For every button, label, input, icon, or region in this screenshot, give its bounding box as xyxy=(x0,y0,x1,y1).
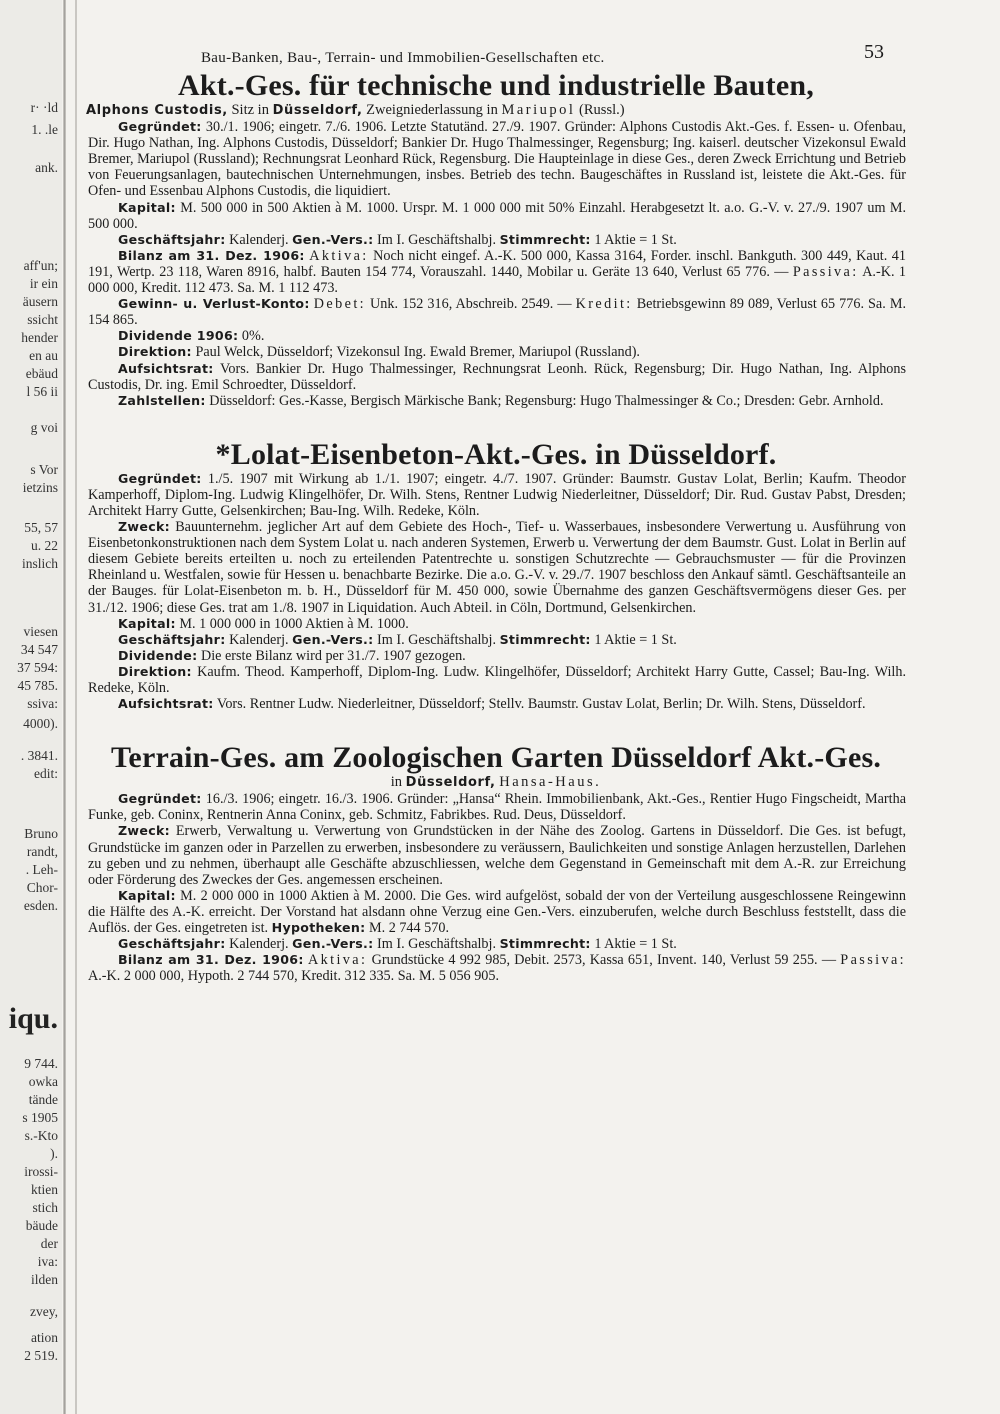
seat-text: in xyxy=(390,774,406,791)
company-entry xyxy=(86,439,906,712)
margin-fragment: hender xyxy=(21,330,58,345)
entry-label: Aufsichtsrat: xyxy=(118,696,214,712)
entry-label: Geschäftsjahr: xyxy=(118,631,226,647)
entry-text: 1 Aktie = 1 St. xyxy=(590,231,677,248)
entry-text: 30./1. 1906; eingetr. 7./6. 1906. Letzte Statutänd. 27./9. 1907. Gründer: Alphons Custodis Akt.-Ges. f. Essen- u. Ofenbau, Dir. Hugo Nathan, Ing. Alphons Custodis, Düsseldorf; Bankier Dr. Hugo Thalmessinger, Regensburg; Ing. kaiserl. deutscher Vizekonsul Ewald Bremer, Mariupol (Russland); Rechnungsrat Leonhard Rück, Regensburg. Die Haupteinlage in diese Ges., deren Zweck Errichtung und Betrieb von Feuerungsanlagen, bautechnischen Unternehmungen, insbes. Betrieb des techn. Baugeschäftes in Russland ist, leistete die Akt.-Ges. für Ofen- und Essenbau Alphons Custodis, die liquidiert. xyxy=(88,119,906,200)
entry-balance xyxy=(86,248,906,296)
entry-supervisory-board xyxy=(86,696,906,712)
entry-profit-loss xyxy=(86,296,906,328)
margin-fragment: . Leh- xyxy=(25,862,58,877)
entry-text: 16./3. 1906; eingetr. 16./3. 1906. Gründer: „Hansa“ Rhein. Immobilienbank, Akt.-Ges., Rentier Hugo Fingscheidt, Martha Funke, geb. Coninx, Rentnerin Anna Coninx, geb. Schmitz, Fabrikbes. Rud. Deus, Düsseldorf. xyxy=(88,791,906,824)
entry-text: Düsseldorf: Ges.-Kasse, Bergisch Märkische Bank; Regensburg: Hugo Thalmessinger & Co.; Dresden: Gebr. Arnhold. xyxy=(205,392,884,409)
entry-text: 1 Aktie = 1 St. xyxy=(590,631,677,648)
entry-text: Kalenderj. xyxy=(225,231,293,248)
entry-purpose xyxy=(86,519,906,616)
entry-label: Aufsichtsrat: xyxy=(118,360,214,376)
margin-fragment: bäude xyxy=(25,1218,58,1233)
margin-fragment: l 56 ii xyxy=(26,384,58,399)
margin-fragment: u. 22 xyxy=(31,538,58,553)
entry-label: Gen.-Vers.: xyxy=(292,631,374,647)
page-gutter xyxy=(63,0,66,1414)
margin-fragment: tände xyxy=(28,1092,58,1107)
entry-text: Im I. Geschäftshalbj. xyxy=(373,631,500,648)
entry-text: Bauunternehm. jeglicher Art auf dem Gebiete des Hoch-, Tief- u. Wasserbaues, insbesondere Verwertung u. Ausführung von Eisenbetonkonstruktionen nach dem System Lolat u. nach anderen Systemen, Erwerb u. Verwertung der dem Baumstr. Gust. Lolat in Berlin auf diesem Gebiete bereits erteilten u. noch zu erteilenden Patentrechte u. sonstigen Schutzrechte — Gebrauchsmuster — für die Provinzen Rheinland u. Westfalen, sowie für Hessen u. benachbarte Bezirke. Die a.o. G.-V. v. 29./7. 1907 beschloss den Ankauf sämtl. Geschäftsanteile an der Bauges. für Lolat-Eisenbeton m. b. H., Düsseldorf für M. 450 000, sowie Übernahme des ganzen Geschäftsvermögens dieser Ges. per 31./12. 1906; diese Ges. trat am 1./8. 1907 in Liquidation. Auch Abteil. in Cöln, Dortmund, Gelsenkirchen. xyxy=(88,519,906,616)
running-head xyxy=(86,40,906,70)
margin-fragment: 34 547 xyxy=(20,642,58,657)
margin-fragment: ktien xyxy=(31,1182,58,1197)
entry-text: Noch nicht eingef. A.-K. 500 000, Kassa 3164, Forder. inschl. Bankguth. 300 449, Kaut. 41 191, Wertp. 23 118, Waren 8916, halbf. Bauten 154 774, Vorauszahl. 1440, Mobilar u. Geräte 13 640, Verlust 65 776. — xyxy=(88,247,906,280)
margin-fragment: ). xyxy=(50,1146,58,1161)
entry-management xyxy=(86,664,906,696)
entry-text: Erwerb, Verwaltung u. Verwertung von Grundstücken in der Nähe des Zoolog. Gartens in Düsseldorf. Die Ges. ist befugt, Grundstücke im ganzen oder in Parzellen zu erwerben, insbesondere zu veräussern, Baulichkeiten und sonstige Anlagen herzustellen, Darlehen zu geben und zu nehmen, überhaupt alle Geschäfte abzuschliessen, welche dem Gegenstand in Gemeinschaft mit dem A.-R. zur Erreichung oder Förderung des Zweckes der Ges. angemessen erscheinen. xyxy=(88,823,906,888)
margin-fragment: ank. xyxy=(35,160,58,175)
margin-fragment: randt, xyxy=(26,844,58,859)
margin-fragment: ebäud xyxy=(25,366,58,381)
entry-dividend xyxy=(86,648,906,664)
entry-label: Gegründet: xyxy=(118,119,202,135)
entry-business-year xyxy=(86,936,906,952)
branch-suffix: (Russl.) xyxy=(575,102,625,118)
margin-fragment: s.-Kto xyxy=(24,1128,58,1143)
entry-text: Betriebsgewinn 89 089, Verlust 65 776. Sa. M. 154 865. xyxy=(88,296,906,329)
margin-fragment: owka xyxy=(28,1074,58,1089)
company-title: Akt.-Ges. für technische und industrielle Bauten, xyxy=(178,69,814,102)
margin-fragment: viesen xyxy=(23,624,58,639)
margin-fragment: stich xyxy=(32,1200,58,1215)
entry-label: Geschäftsjahr: xyxy=(118,936,226,952)
margin-fragment: irossi- xyxy=(24,1164,58,1179)
margin-fragment: s Vor xyxy=(30,462,58,477)
entry-spaced-label: Aktiva: xyxy=(307,952,368,969)
entry-spaced-label: Passiva: xyxy=(792,263,859,280)
entry-text: Kaufm. Theod. Kamperhoff, Diplom-Ing. Ludw. Klingelhöfer, Düsseldorf; Architekt Harry Gutte, Cassel; Bau-Ing. Wilh. Redeke, Köln. xyxy=(88,663,906,696)
entry-label: Gegründet: xyxy=(118,470,202,486)
company-title: *Lolat-Eisenbeton-Akt.-Ges. in Düsseldorf. xyxy=(215,437,777,471)
branch-text: Zweigniederlassung in xyxy=(362,102,502,118)
margin-fragment: ssicht xyxy=(27,312,58,327)
company-title: Terrain-Ges. am Zoologischen Garten Düsseldorf Akt.-Ges. xyxy=(110,741,882,775)
margin-fragment: 2 519. xyxy=(24,1348,58,1363)
entry-label: Gen.-Vers.: xyxy=(292,936,374,952)
margin-fragment: esden. xyxy=(23,898,58,913)
entry-founded xyxy=(86,791,906,823)
entry-founded xyxy=(86,471,906,519)
entry-label: Kapital: xyxy=(118,887,176,903)
margin-fragment: aff'un; xyxy=(23,258,58,273)
entry-text: Im I. Geschäftshalbj. xyxy=(373,231,500,248)
entry-label: Bilanz am 31. Dez. 1906: xyxy=(118,247,305,263)
margin-fragment: ation xyxy=(31,1330,58,1345)
entry-supervisory-board xyxy=(86,361,906,393)
entry-paying-agents xyxy=(86,393,906,409)
entry-capital xyxy=(86,616,906,632)
margin-fragment: . 3841. xyxy=(20,748,58,763)
entry-label: Direktion: xyxy=(118,663,192,679)
margin-fragment: 1. .le xyxy=(31,122,58,137)
document-page xyxy=(86,40,906,998)
page-number: 53 xyxy=(864,41,884,63)
entry-balance xyxy=(86,952,906,984)
margin-fragment: 45 785. xyxy=(17,678,58,693)
margin-fragment: äusern xyxy=(22,294,58,309)
margin-fragment: inslich xyxy=(22,556,58,571)
entry-text: Vors. Rentner Ludw. Niederleitner, Düsseldorf; Stellv. Baumstr. Gustav Lolat, Berlin; Dr. Wilh. Stens, Düsseldorf. xyxy=(213,696,866,713)
entry-text: 1 Aktie = 1 St. xyxy=(590,936,677,953)
margin-fragment: Chor- xyxy=(26,880,58,895)
entry-label: Geschäftsjahr: xyxy=(118,231,226,247)
entry-text: Im I. Geschäftshalbj. xyxy=(373,936,500,953)
page-gutter-shadow xyxy=(75,0,77,1414)
company-subtitle xyxy=(86,774,906,791)
margin-fragment: iva: xyxy=(37,1254,58,1269)
entry-business-year xyxy=(86,632,906,648)
company-founder-name: Alphons Custodis, xyxy=(86,103,228,118)
entry-text: A.-K. 1 000 000, Kredit. 112 473. Sa. M. 1 112 473. xyxy=(88,263,906,297)
margin-fragment: s 1905 xyxy=(22,1110,58,1125)
entry-label: Kapital: xyxy=(118,615,176,631)
margin-fragment: en au xyxy=(29,348,58,363)
entry-label: Gen.-Vers.: xyxy=(292,231,374,247)
margin-fragment: ilden xyxy=(31,1272,58,1287)
company-city: Düsseldorf, xyxy=(272,103,363,118)
margin-fragment: 4000). xyxy=(23,716,58,731)
entry-spaced-label: Debet: xyxy=(313,296,366,313)
entry-label: Kapital: xyxy=(118,199,176,215)
entry-label: Gegründet: xyxy=(118,791,202,807)
entry-text: M. 1 000 000 in 1000 Aktien à M. 1000. xyxy=(175,615,409,632)
margin-fragment: 37 594: xyxy=(17,660,58,675)
entry-text: A.-K. 2 000 000, Hypoth. 2 744 570, Kredit. 312 335. Sa. M. 5 056 905. xyxy=(88,968,500,985)
company-address: Hansa-Haus. xyxy=(499,774,602,791)
entry-founded xyxy=(86,119,906,199)
margin-fragment: r· ·ld xyxy=(30,100,58,115)
entry-label: Dividende: xyxy=(118,647,198,663)
entry-text: M. 2 000 000 in 1000 Aktien à M. 2000. Die Ges. wird aufgelöst, sobald der von der Verteilung ausgeschlossene Reingewinn die Hälfte des A.-K. erreicht. Der Vorstand hat alsdann ohne Verzug eine Gen.-Vers. einzuberufen, welche durch Beschluss feststellt, dass die Auflös. der Ges. eingetreten ist. xyxy=(88,887,906,937)
running-head-title: Bau-Banken, Bau-, Terrain- und Immobilien-Gesellschaften etc. xyxy=(201,50,605,66)
company-city: Düsseldorf, xyxy=(405,775,496,791)
margin-fragment: g voi xyxy=(30,420,58,435)
adjacent-page-margin xyxy=(0,0,62,1414)
seat-text: Sitz in xyxy=(227,102,273,118)
margin-fragment: edit: xyxy=(34,766,58,781)
company-entry xyxy=(86,70,906,409)
entry-spaced-label: Passiva: xyxy=(840,952,906,969)
entry-spaced-label: Kredit: xyxy=(575,296,633,313)
entry-label: Direktion: xyxy=(118,344,192,360)
entry-label: Dividende 1906: xyxy=(118,328,239,344)
entry-label: Stimmrecht: xyxy=(499,936,591,952)
entry-label: Bilanz am 31. Dez. 1906: xyxy=(118,952,304,968)
company-subtitle xyxy=(86,102,906,119)
entry-text: Die erste Bilanz wird per 31./7. 1907 gezogen. xyxy=(197,647,466,664)
entry-text: M. 2 744 570. xyxy=(365,920,449,937)
margin-fragment: iqu. xyxy=(8,1002,58,1035)
entry-text: Unk. 152 316, Abschreib. 2549. — xyxy=(366,296,576,313)
entry-label: Gewinn- u. Verlust-Konto: xyxy=(118,296,310,312)
entry-label: Stimmrecht: xyxy=(499,631,591,647)
entry-text: 0%. xyxy=(238,328,265,345)
entry-label: Stimmrecht: xyxy=(499,231,591,247)
entry-dividend xyxy=(86,328,906,344)
entry-label: Zweck: xyxy=(118,519,170,535)
entry-text: M. 500 000 in 500 Aktien à M. 1000. Urspr. M. 1 000 000 mit 50% Einzahl. Herabgesetzt lt. a.o. G.-V. v. 27./9. 1907 um M. 500 000. xyxy=(88,199,906,232)
margin-fragment: ietzins xyxy=(22,480,58,495)
margin-fragment: 55, 57 xyxy=(24,520,58,535)
company-entry xyxy=(86,742,906,984)
entry-text: Kalenderj. xyxy=(225,631,293,648)
entry-label: Zweck: xyxy=(118,823,170,839)
entry-label: Zahlstellen: xyxy=(118,392,206,408)
margin-fragment: ir ein xyxy=(29,276,58,291)
margin-fragment: ssiva: xyxy=(27,696,58,711)
entry-spaced-label: Aktiva: xyxy=(309,247,369,264)
entry-management xyxy=(86,344,906,360)
entry-capital xyxy=(86,888,906,936)
margin-fragment: zvey, xyxy=(30,1304,58,1319)
entry-text: Grundstücke 4 992 985, Debit. 2573, Kassa 651, Invent. 140, Verlust 59 255. — xyxy=(367,952,841,969)
entry-purpose xyxy=(86,823,906,887)
entry-text: 1./5. 1907 mit Wirkung ab 1./1. 1907; eingetr. 4./7. 1907. Gründer: Baumstr. Gustav Lolat, Berlin; Kaufm. Theodor Kamperhoff, Diplom-Ing. Ludwig Klingelhöfer, Dr. Wilh. Stens, Rentner Ludwig Niederleitner, Düsseldorf; Dir. Rud. Gustav Pabst, Dresden; Architekt Harry Gutte, Gelsenkirchen; Bau-Ing. Wilh. Redeke, Köln. xyxy=(88,470,906,519)
margin-fragment: 9 744. xyxy=(24,1056,58,1071)
entry-business-year xyxy=(86,232,906,248)
entry-text: Vors. Bankier Dr. Hugo Thalmessinger, Rechnungsrat Leonh. Rück, Regensburg; Dir. Hugo Nathan, Ing. Alphons Custodis, Dr. ing. Emil Schroedter, Düsseldorf. xyxy=(88,360,906,393)
entry-label: Hypotheken: xyxy=(271,920,366,936)
entry-capital xyxy=(86,200,906,232)
entry-text: Paul Welck, Düsseldorf; Vizekonsul Ing. Ewald Bremer, Mariupol (Russland). xyxy=(191,344,640,361)
margin-fragment: der xyxy=(40,1236,58,1251)
margin-fragment: Bruno xyxy=(24,826,58,841)
entry-text: Kalenderj. xyxy=(225,936,293,953)
branch-city: Mariupol xyxy=(501,102,576,118)
